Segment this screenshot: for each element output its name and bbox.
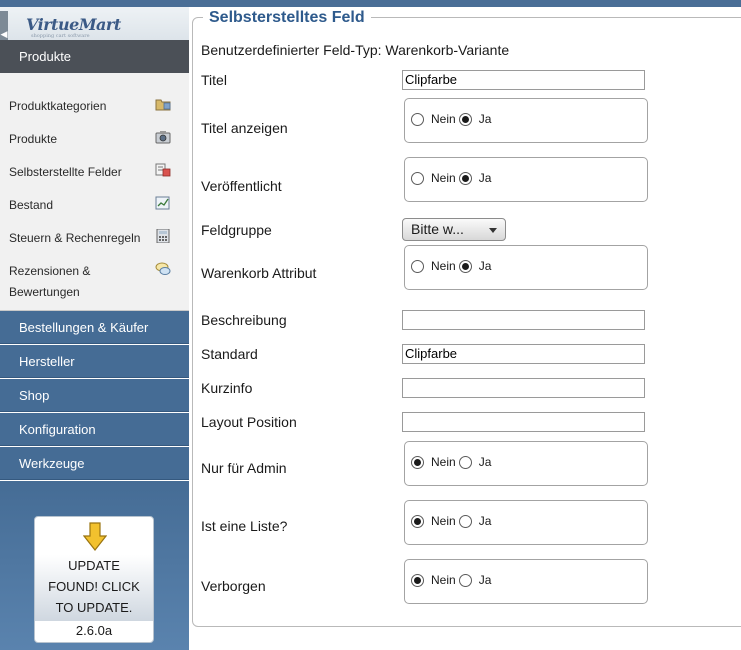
submenu-label: Produktkategorien — [9, 99, 107, 113]
nur-fuer-admin-radio-group — [404, 441, 648, 486]
sidebar-item-werkzeuge[interactable]: Werkzeuge — [0, 447, 189, 480]
chevron-down-icon — [489, 228, 497, 233]
nur-fuer-admin-ja-radio[interactable] — [459, 456, 472, 469]
fieldset-legend: Selbsterstelltes Feld — [203, 7, 371, 29]
feldgruppe-selected-value: Bitte w... — [411, 221, 464, 237]
radio-label-ja: Ja — [478, 112, 492, 126]
veroeffentlicht-nein-radio[interactable] — [411, 172, 424, 185]
sidebar-item-bestellungen[interactable]: Bestellungen & Käufer — [0, 311, 189, 344]
submenu-label: Produkte — [9, 132, 58, 146]
sidebar-item-shop[interactable]: Shop — [0, 379, 189, 412]
radio-label-nein: Nein — [431, 573, 456, 587]
ist-liste-nein-radio[interactable] — [411, 515, 424, 528]
label-verborgen: Verborgen — [201, 578, 266, 594]
label-ist-liste: Ist eine Liste? — [201, 518, 288, 534]
radio-label-ja: Ja — [478, 259, 492, 273]
label-titel-anzeigen: Titel anzeigen — [201, 120, 288, 136]
radio-label-ja: Ja — [478, 573, 492, 587]
label-standard: Standard — [201, 346, 258, 362]
update-button[interactable] — [34, 516, 154, 643]
sidebar-item-konfiguration[interactable]: Konfiguration — [0, 413, 189, 446]
sidebar-item-hersteller[interactable]: Hersteller — [0, 345, 189, 378]
beschreibung-input[interactable] — [402, 310, 645, 330]
update-version: 2.6.0a — [75, 623, 113, 638]
speech-bubble-icon — [155, 262, 171, 276]
submenu-label-line2: Bewertungen — [9, 285, 80, 299]
radio-label-ja: Ja — [478, 171, 492, 185]
logo-tagline: shopping cart software — [31, 33, 90, 39]
titel-anzeigen-radio-group — [404, 98, 648, 143]
feldgruppe-select[interactable] — [402, 218, 506, 241]
update-message — [35, 555, 153, 621]
inventory-icon — [155, 196, 171, 210]
label-titel: Titel — [201, 72, 227, 88]
logo-text: VirtueMart — [26, 15, 121, 34]
label-veroeffentlicht: Veröffentlicht — [201, 178, 282, 194]
custom-fields-icon — [155, 163, 171, 177]
calculator-icon — [155, 229, 171, 243]
warenkorb-attribut-nein-radio[interactable] — [411, 260, 424, 273]
titel-input[interactable]: Clipfarbe — [402, 70, 645, 90]
update-line1: UPDATE — [68, 558, 120, 573]
radio-label-nein: Nein — [431, 455, 456, 469]
veroeffentlicht-ja-radio[interactable] — [459, 172, 472, 185]
warenkorb-attribut-radio-group — [404, 245, 648, 290]
label-kurzinfo: Kurzinfo — [201, 380, 253, 396]
verborgen-radio-group — [404, 559, 648, 604]
radio-label-nein: Nein — [431, 171, 456, 185]
verborgen-ja-radio[interactable] — [459, 574, 472, 587]
label-warenkorb-attribut: Warenkorb Attribut — [201, 265, 317, 281]
titel-anzeigen-nein-radio[interactable] — [411, 113, 424, 126]
submenu-label: Steuern & Rechenregeln — [9, 231, 141, 245]
veroeffentlicht-radio-group — [404, 157, 648, 202]
sidebar-section-produkte[interactable]: Produkte — [0, 40, 189, 73]
submenu-label: Rezensionen & — [9, 264, 91, 278]
label-feldgruppe: Feldgruppe — [201, 222, 272, 238]
titel-anzeigen-ja-radio[interactable] — [459, 113, 472, 126]
label-nur-fuer-admin: Nur für Admin — [201, 460, 287, 476]
label-layout-position: Layout Position — [201, 414, 297, 430]
radio-label-nein: Nein — [431, 259, 456, 273]
collapse-sidebar-icon[interactable]: ◀ — [0, 11, 8, 57]
radio-label-nein: Nein — [431, 514, 456, 528]
folder-icon — [155, 97, 171, 111]
main-content — [192, 7, 741, 650]
top-bar — [0, 0, 741, 7]
field-type-line: Benutzerdefinierter Feld-Typ: Warenkorb-Variante — [201, 42, 510, 58]
sidebar — [0, 7, 189, 650]
logo-area — [0, 7, 189, 40]
nur-fuer-admin-nein-radio[interactable] — [411, 456, 424, 469]
radio-label-nein: Nein — [431, 112, 456, 126]
submenu-label: Bestand — [9, 198, 54, 212]
radio-label-ja: Ja — [478, 455, 492, 469]
camera-icon — [155, 130, 171, 144]
label-beschreibung: Beschreibung — [201, 312, 287, 328]
update-line2: FOUND! CLICK — [48, 579, 140, 594]
virtuemart-logo[interactable] — [26, 15, 121, 39]
ist-liste-ja-radio[interactable] — [459, 515, 472, 528]
verborgen-nein-radio[interactable] — [411, 574, 424, 587]
kurzinfo-input[interactable] — [402, 378, 645, 398]
ist-liste-radio-group — [404, 500, 648, 545]
radio-label-ja: Ja — [478, 514, 492, 528]
download-arrow-icon — [83, 522, 107, 552]
warenkorb-attribut-ja-radio[interactable] — [459, 260, 472, 273]
standard-input[interactable]: Clipfarbe — [402, 344, 645, 364]
layout-position-input[interactable] — [402, 412, 645, 432]
submenu-label: Selbsterstellte Felder — [9, 165, 122, 179]
update-line3: TO UPDATE. — [55, 600, 133, 615]
produkte-submenu — [0, 73, 189, 311]
